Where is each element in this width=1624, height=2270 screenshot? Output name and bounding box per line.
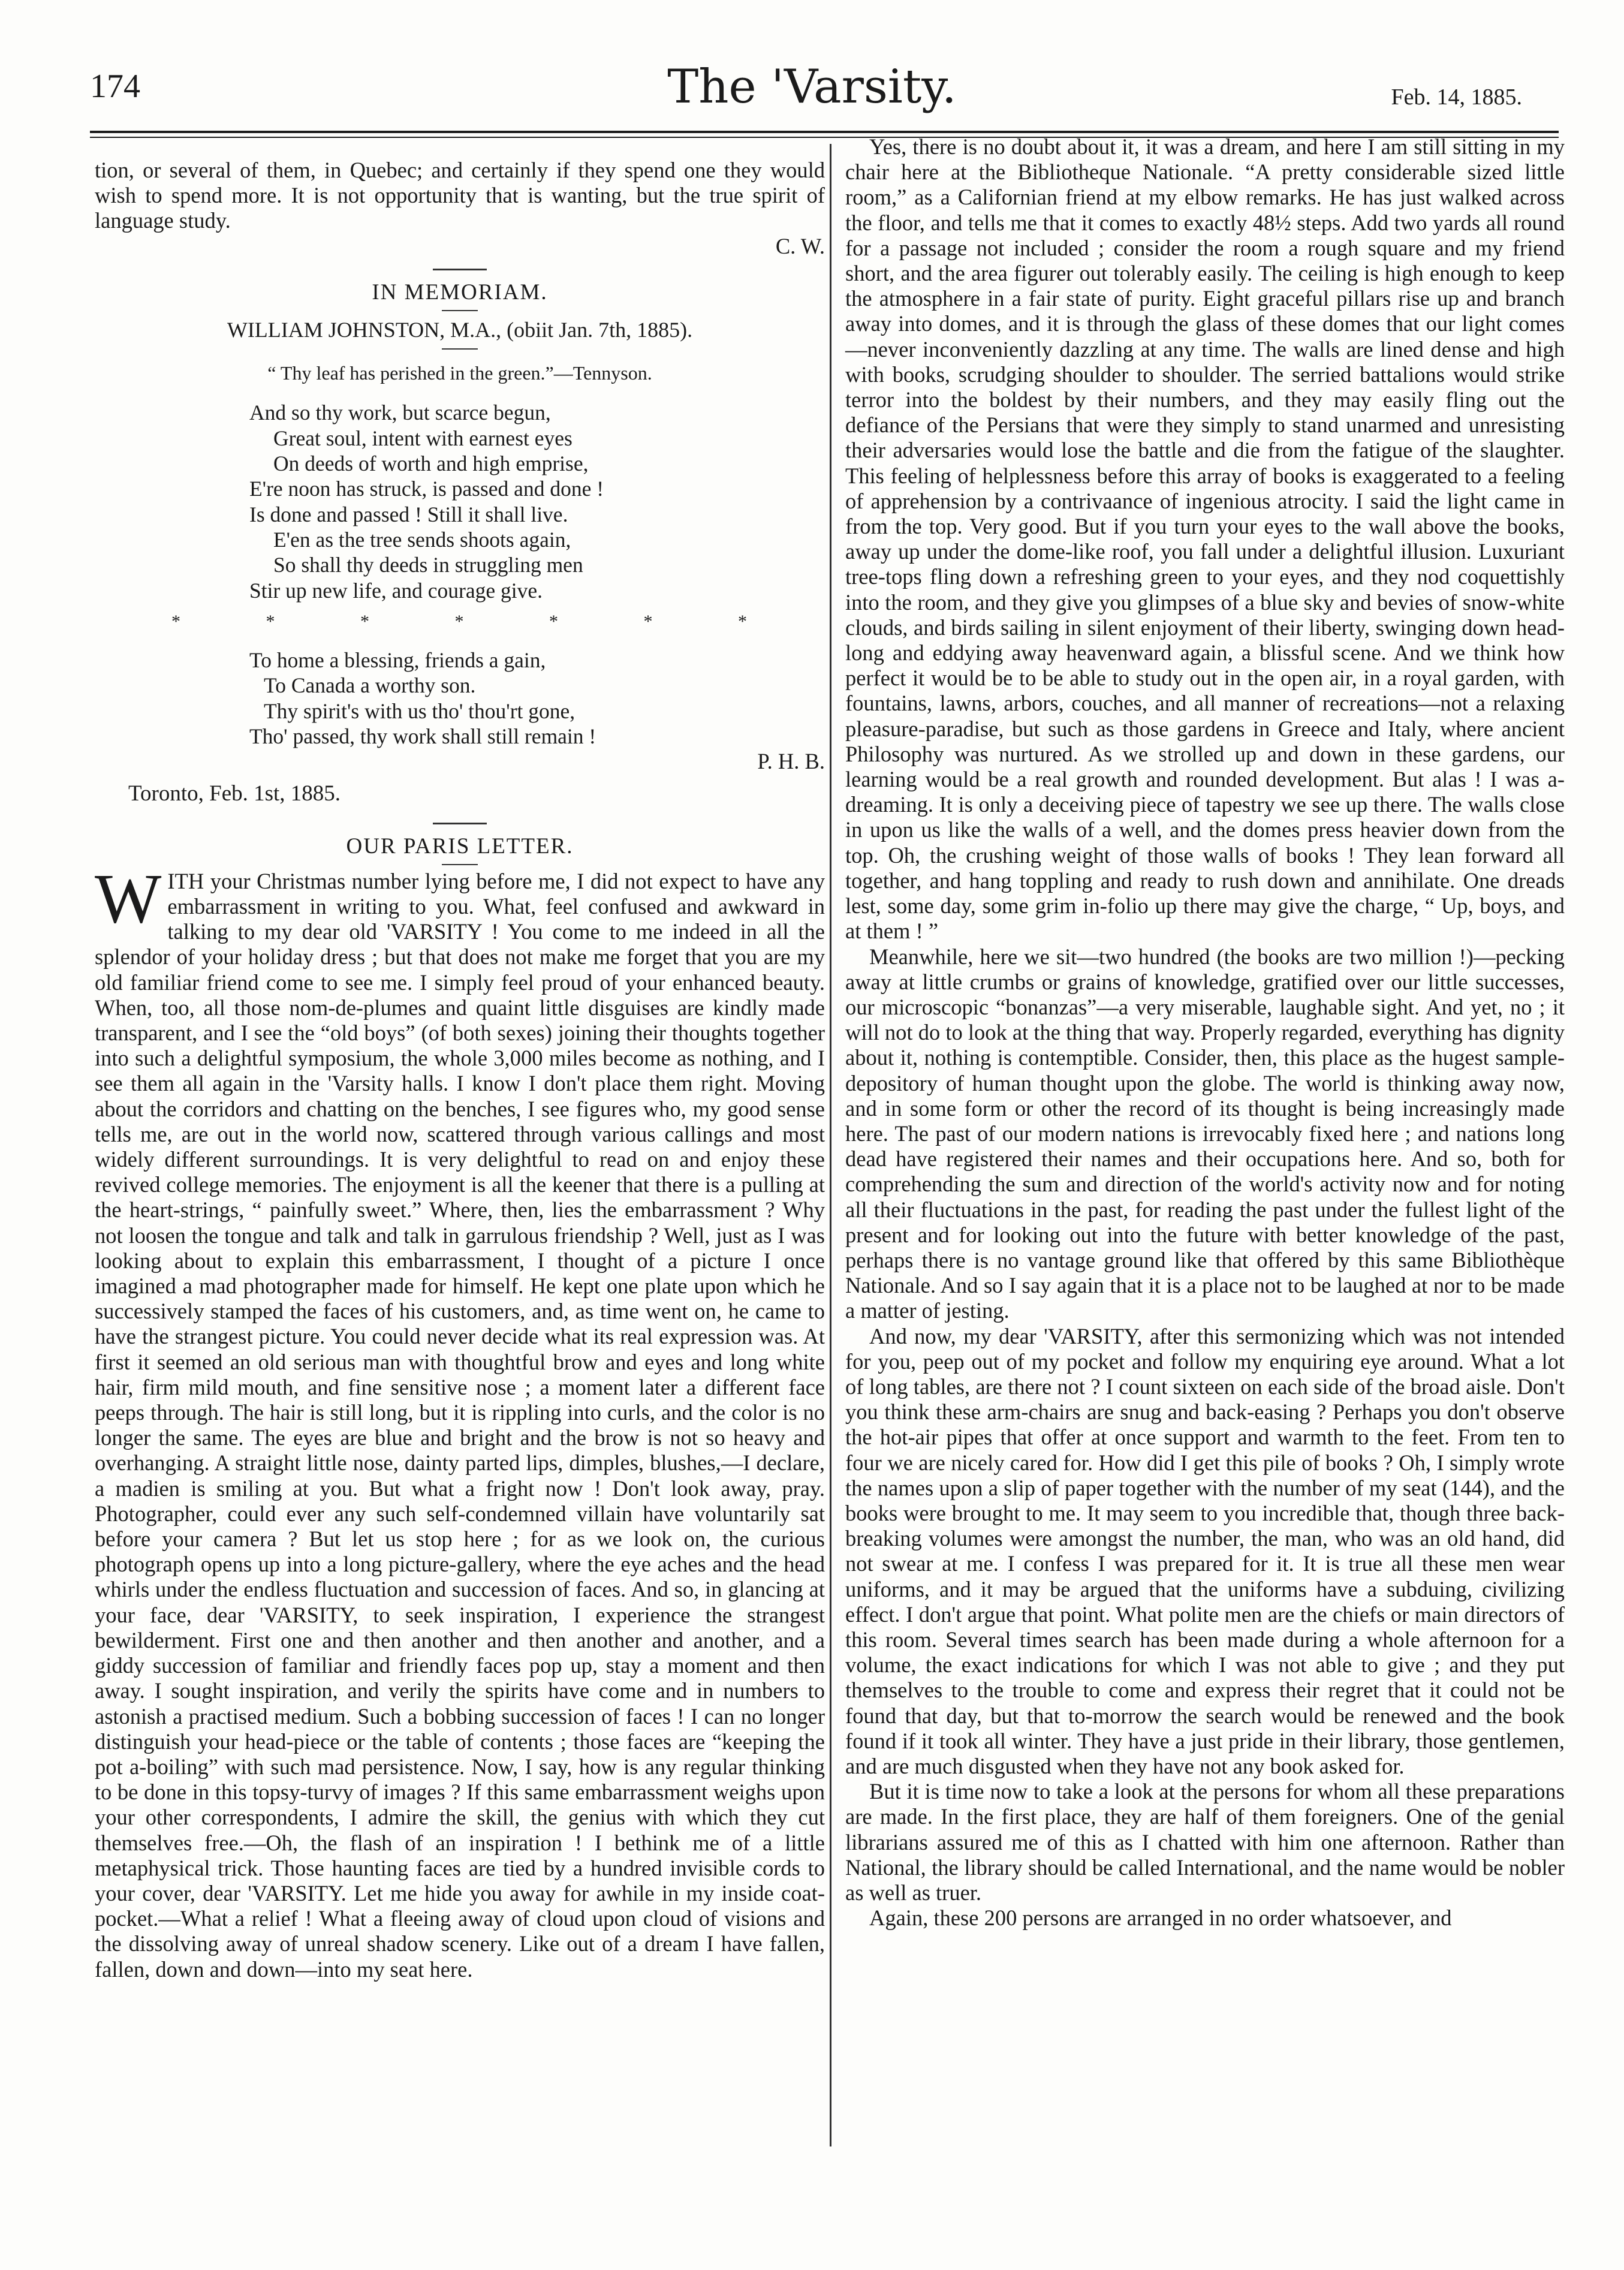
poem-stanza-2 — [249, 648, 825, 749]
memoriam-subject: WILLIAM JOHNSTON, M.A., (obiit Jan. 7th, 1885). — [227, 318, 693, 342]
asterisk: * — [643, 611, 653, 631]
header-rule-top — [90, 131, 1559, 133]
continued-signature: C. W. — [775, 233, 825, 258]
memoriam-heading: IN MEMORIAM. — [372, 279, 548, 305]
asterisk: * — [454, 611, 464, 631]
poem-stanza-1 — [249, 400, 825, 603]
letter-text: ITH your Christmas number lying before me, I did not expect to have any embarrassment in writing to you. What, feel confused and awkward in talking to my dear old 'VARSITY ! You come to me indeed in all the splendor of your holiday dress ; but that does not make me forget that you are my old familiar friend come to see me. I simply feel proud of your enhanced beauty. When, too, all those nom-de-plumes and quaint little disguises are kindly made transparent, and I see the “old boys” (of both sexes) joining their thoughts together into such a delightful symposium, the whole 3,000 miles become as nothing, and I see them all again in the 'Varsity halls. I know I don't place them right. Moving about the corridors and chatting on the benches, I see figures who, my good sense tells me, are out in the world now, scattered through various callings and most widely different surroundings. It is very delightful to read on and enjoy these revived college memories. The enjoyment is all the keener that there is a pulling at the heart-strings, “ painfully sweet.” Where, then, lies the embarrassment ? Why not loosen the tongue and talk and talk in garrulous friendship ? Well, just as I was looking about to explain this embarrassment, I thought of a picture I once imagined a mad photographer made for himself. He kept one plate upon which he successively stamped the faces of his customers, and, as time went on, he came to have the strangest picture. You could never decide what its real expression was. At first it seemed an old serious man with thoughtful brow and eyes and long white hair, firm mild mouth, and fine sensitive nose ; a moment later a different face peeps through. The hair is still long, but it is rippling into curls, and the color is no longer the same. The eyes are blue and bright and the brow is not so heavy and overhanging. A straight little nose, dainty parted lips, dimples, blushes,—I declare, a madien is smiling at you. But what a fright now ! Don't look away, pray. Photographer, could ever any such self-condemned villain have voluntarily sat before your camera ? But let us stop here ; for as we look on, the curious photograph opens up into a long picture-gallery, where the eye aches and the head whirls under the endless fluctuation and succession of faces. And so, in glancing at your face, dear 'VARSITY, to seek inspiration, I experience the strangest bewilderment. First one and then another and then another and another, and a giddy succession of familiar and friendly faces pop up, stay a moment and then away. I sought inspiration, and verily the spirits have come and in numbers to astonish a practised medium. Such a bobbing succession of faces ! I can no longer distinguish your head-piece or the table of contents ; those faces are “keeping the pot a-boiling” with such mad persistence. Now, I say, how is any regular thinking to be done in this topsy-turvy of images ? If this same embarrassment weighs upon your other correspondents, I admire the skill, the genius with which they cut themselves free.—Oh, the flash of an inspiration ! I bethink me of a little metaphysical trick. Those haunting faces are tied by a hundred invisible cords to your cover, dear 'VARSITY. Let me hide you away for awhile in my inside coat-pocket.—What a relief ! What a fleeing away of cloud upon cloud of visions and the dissolving away of unreal shadow scenery. Like out of a dream I have fallen, fallen, down and down—into my seat here. — [95, 868, 825, 1982]
right-column — [845, 134, 1565, 1931]
section-divider — [433, 823, 487, 824]
poem-line: So shall thy deeds in struggling men — [273, 553, 583, 577]
poem-line: And so thy work, but scarce begun, — [249, 401, 551, 425]
continued-text: tion, or several of them, in Quebec; and certainly if they spend one they would wish to spend more. It is not opportunity that is wanting, but the true spirit of language study. — [95, 158, 825, 233]
memoriam-epigraph: “ Thy leaf has perished in the green.”—Tennyson. — [267, 362, 652, 384]
subject-divider — [442, 348, 478, 350]
issue-date: Feb. 14, 1885. — [1391, 85, 1522, 110]
letter-heading: OUR PARIS LETTER. — [346, 833, 574, 859]
poem-line: E're noon has struck, is passed and done ! — [249, 477, 604, 501]
masthead-title: The 'Varsity. — [667, 60, 957, 114]
letter-paragraph — [95, 859, 825, 1982]
poem-signature: P. H. B. — [757, 749, 825, 774]
letter-paragraph: Meanwhile, here we sit—two hundred (the books are two million !)—pecking away at little crumbs or grains of knowledge, gratified over our little successes, our microscopic “bonanzas”—a very miserable, laughable sight. And yet, no ; it will not do to look at the thing that way. Properly regarded, everything has dignity about it, nothing is contemptible. Consider, then, this place as the hugest sample-depository of human thought upon the globe. The world is thinking away now, and in some form or other the record of its thought is being increasingly made here. The past of our modern nations is irrevocably fixed here ; and nations long dead have registered their names and their occupations here. And so, both for comprehending the sum and direction of the world's activity now and for noting all their fluctuations in the past, for reading the past under the fullest light of the present and for looking out into the future with better knowledge of the past, perhaps there is no vantage ground like that offered by this same Bibliothèque Nationale. And so I say again that it is a place not to be laughed at nor to be made a matter of jesting. — [845, 944, 1565, 1323]
poem-line: On deeds of worth and high emprise, — [273, 451, 589, 476]
poem-line: Is done and passed ! Still it shall live. — [249, 502, 568, 526]
column-divider — [830, 144, 831, 2146]
place-date: Toronto, Feb. 1st, 1885. — [128, 781, 341, 806]
drop-cap: W — [95, 859, 162, 938]
poem-line: Great soul, intent with earnest eyes — [273, 426, 573, 450]
section-divider — [433, 269, 487, 270]
poem-line: To home a blessing, friends a gain, — [249, 648, 546, 672]
poem-line: To Canada a worthy son. — [264, 673, 476, 698]
poem-line: Stir up new life, and courage give. — [249, 578, 543, 603]
letter-paragraph: And now, my dear 'VARSITY, after this sermonizing which was not intended for you, peep out of my pocket and follow my enquiring eye around. What a lot of long tables, are there not ? I count sixteen on each side of the broad aisle. Don't you think these arm-chairs are snug and back-easing ? Perhaps you don't observe the hot-air pipes that offer at once support and warmth to the feet. From ten to four we are nicely cared for. How did I get this pile of books ? Oh, I simply wrote the names upon a slip of paper together with the number of my seat (144), and the books were brought to me. It may seem to you incredible that, though three back-breaking volumes were amongst the number, the man, who was an old hand, did not swear at me. I confess I was prepared for it. It is true all these men wear uniforms, and it may be argued that the uniforms have a subduing, civilizing effect. I don't argue that point. What polite men are the chiefs or main directors of this room. Several times search has been made during a whole afternoon for a volume, the exact indications for which I was not able to give ; and they put themselves to the trouble to come and express their regret that it could not be found that day, but that to-morrow the search would be renewed and the book found if it took all winter. They have a just pride in their library, those gentlemen, and are much disgusted when they have not any book asked for. — [845, 1323, 1565, 1778]
heading-divider — [442, 310, 478, 311]
heading-divider — [442, 864, 478, 865]
poem-line: Thy spirit's with us tho' thou'rt gone, — [264, 699, 576, 723]
letter-paragraph: But it is time now to take a look at the persons for whom all these preparations are made. In the first place, they are half of them foreigners. One of the genial librarians assured me of this as I chatted with him one afternoon. Rather than National, the library should be called International, and the name would be nobler as well as truer. — [845, 1779, 1565, 1905]
asterisk: * — [266, 611, 275, 631]
asterisk: * — [549, 611, 558, 631]
asterisk: * — [360, 611, 369, 631]
asterisk: * — [738, 611, 747, 631]
asterisk: * — [171, 611, 180, 631]
asterism — [171, 609, 747, 634]
poem-line: E'en as the tree sends shoots again, — [273, 527, 571, 552]
letter-paragraph: Again, these 200 persons are arranged in no order whatsoever, and — [869, 1905, 1452, 1931]
page-number: 174 — [90, 68, 140, 105]
left-column — [95, 158, 825, 1982]
poem-line: Tho' passed, thy work shall still remain ! — [249, 724, 596, 748]
letter-paragraph: Yes, there is no doubt about it, it was a dream, and here I am still sitting in my chair here at the Bibliotheque Nationale. “A pretty considerable sized little room,” as a Californian friend at my elbow remarks. He has just walked across the floor, and tells me that it comes to exactly 48½ steps. Add two yards all round for a passage not included ; consider the room a rough square and my friend short, and the area figurer out tolerably easily. The ceiling is high enough to keep the atmosphere in a fair state of purity. Eight graceful pillars rise up and branch away into domes, and it is through the glass of these domes that our light comes—never inconveniently dazzling at any time. The walls are lined dense and high with books, scrudging shoulder to shoulder. The serried battalions would strike terror into the boldest by their numbers, and they may easily fling out the defiance of the Persians that were they simply to stand unarmed and unresisting their adversaries would lose the battle and die from the fatigue of the slaughter. This feeling of helplessness before this array of books is exaggerated to a feeling of apprehension by a contrivaance of ingenious atrocity. I said the light came in from the top. Very good. But if you turn your eyes to the wall above the books, away up under the dome-like roof, you fall under a delightful illusion. Luxuriant tree-tops fling down a refreshing green to your eyes, and they nod coquettishly into the room, and they give you glimpses of a blue sky and bevies of snow-white clouds, and birds sailing in silent enjoyment of their liberty, swinging down head-long and eddying away heavenward again, a blissful scene. And we think how perfect it would be to be able to study out in the open air, in a royal garden, with fountains, lawns, arbors, couches, and all manner of recreations—not a relaxing pleasure-paradise, but such as those gardens in Greece and Italy, where ancient Philosophy was nurtured. As we strolled up and down in these gardens, our learning would be a real growth and rounded development. But alas ! I was a-dreaming. It is only a deceiving piece of tapestry we see up there. The walls close in upon us like the walls of a well, and the domes press heavier down from the top. Oh, the crushing weight of those walls of books ! They lean forward all together, and hang toppling and ready to rush down and annihilate. One dreads lest, some day, some grim in-folio up there may give the charge, “ Up, boys, and at them ! ” — [845, 134, 1565, 944]
